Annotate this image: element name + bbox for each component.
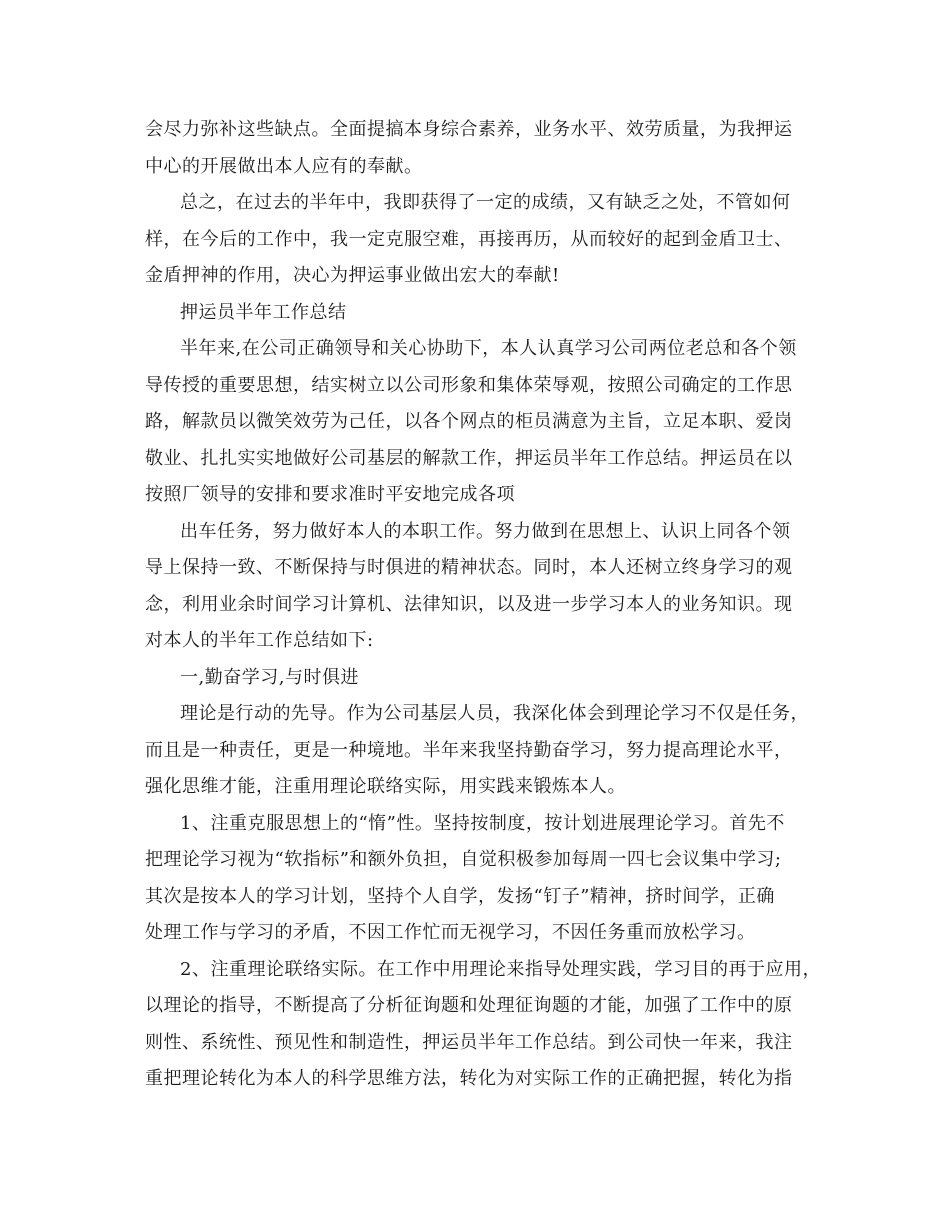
paragraph-line: 2、注重理论联络实际。在工作中用理论来指导处理实践，学习目的再于应用， xyxy=(180,959,821,980)
paragraph-line: 敬业、扎扎实实地做好公司基层的解款工作，押运员半年工作总结。押运员在以 xyxy=(145,448,793,469)
section-heading: 一,勤奋学习,与时俱进 xyxy=(180,667,359,688)
paragraph-line: 路，解款员以微笑效劳为己任，以各个网点的柜员满意为主旨，立足本职、爱岗 xyxy=(145,411,793,432)
paragraph-line: 总之，在过去的半年中，我即获得了一定的成绩，又有缺乏之处，不管如何 xyxy=(180,192,791,213)
paragraph-line: 以理论的指导，不断提高了分析征询题和处理征询题的才能，加强了工作中的原 xyxy=(145,995,793,1016)
paragraph-line: 出车任务，努力做好本人的本职工作。努力做到在思想上、认识上同各个领 xyxy=(180,521,791,542)
paragraph-line: 会尽力弥补这些缺点。全面提搞本身综合素养，业务水平、效劳质量，为我押运 xyxy=(145,119,793,140)
section-title: 押运员半年工作总结 xyxy=(180,302,347,323)
paragraph-line: 半年来,在公司正确领导和关心协助下，本人认真学习公司两位老总和各个领 xyxy=(180,338,797,359)
paragraph-line: 中心的开展做出本人应有的奉献。 xyxy=(145,156,423,177)
paragraph-line: 1、注重克服思想上的“惰”性。坚持按制度，按计划进展理论学习。首先不 xyxy=(180,813,785,834)
paragraph-line: 重把理论转化为本人的科学思维方法，转化为对实际工作的正确把握，转化为指 xyxy=(145,1068,793,1089)
paragraph-line: 样，在今后的工作中，我一定克服空难，再接再历，从而较好的起到金盾卫士、 xyxy=(145,229,793,250)
paragraph-line: 处理工作与学习的矛盾，不因工作忙而无视学习，不因任务重而放松学习。 xyxy=(145,922,756,943)
paragraph-line: 把理论学习视为“软指标”和额外负担，自觉积极参加每周一四七会议集中学习; xyxy=(145,849,782,870)
paragraph-line: 理论是行动的先导。作为公司基层人员，我深化体会到理论学习不仅是任务， xyxy=(180,703,809,724)
paragraph-line: 导传授的重要思想，结实树立以公司形象和集体荣辱观，按照公司确定的工作思 xyxy=(145,375,793,396)
paragraph-line: 导上保持一致、不断保持与时俱进的精神状态。同时，本人还树立终身学习的观 xyxy=(145,557,793,578)
paragraph-line: 对本人的半年工作总结如下: xyxy=(145,630,374,651)
paragraph-line: 则性、系统性、预见性和制造性，押运员半年工作总结。到公司快一年来，我注 xyxy=(145,1032,793,1053)
paragraph-line: 念，利用业余时间学习计算机、法律知识，以及进一步学习本人的业务知识。现 xyxy=(145,594,793,615)
paragraph-line: 强化思维才能，注重用理论联络实际，用实践来锻炼本人。 xyxy=(145,776,626,797)
paragraph-line: 按照厂领导的安排和要求准时平安地完成各项 xyxy=(145,484,515,505)
paragraph-line: 其次是按本人的学习计划，坚持个人自学，发扬“钉子”精神，挤时间学，正确 xyxy=(145,886,775,907)
paragraph-line: 而且是一种责任，更是一种境地。半年来我坚持勤奋学习，努力提高理论水平， xyxy=(145,740,793,761)
paragraph-line: 金盾押神的作用，决心为押运事业做出宏大的奉献! xyxy=(145,265,560,286)
